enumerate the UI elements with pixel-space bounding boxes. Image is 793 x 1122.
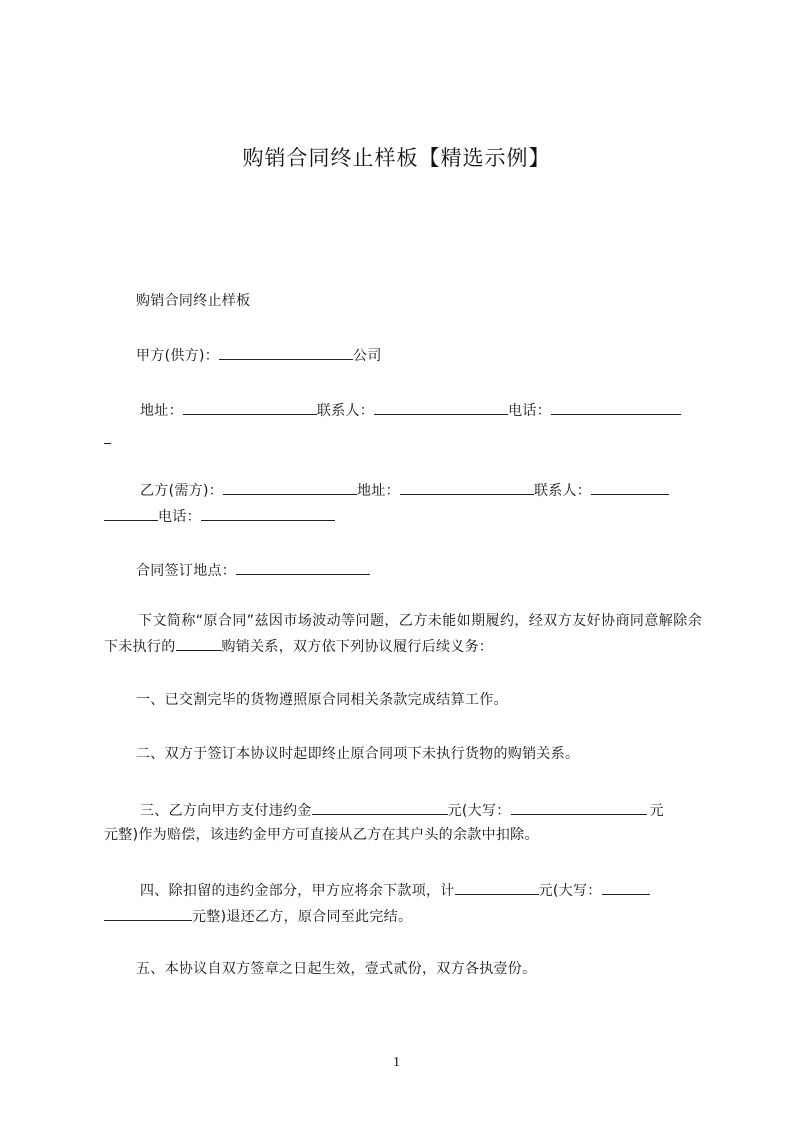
party-b-name-blank[interactable] xyxy=(223,479,357,495)
signing-place-blank[interactable] xyxy=(236,559,370,575)
party-a-contact-blank[interactable] xyxy=(374,399,508,415)
party-b-phone-blank[interactable] xyxy=(201,505,335,521)
clause-4-text-2: 元(大写： xyxy=(538,883,602,899)
party-b-address-blank[interactable] xyxy=(400,479,534,495)
intro-blank[interactable] xyxy=(176,635,222,651)
party-b-phone-label: 电话： xyxy=(158,509,201,525)
refund-uppercase-blank[interactable] xyxy=(602,879,650,895)
party-b-address-label: 地址： xyxy=(357,483,400,499)
clause-4-text-1: 四、除扣留的违约金部分，甲方应将余下款项，计 xyxy=(140,883,455,899)
clause-3-line-2: 元整)作为赔偿，该违约金甲方可直接从乙方在其户头的余款中扣除。 xyxy=(104,827,539,843)
clause-4-text-3: 元整)退还乙方，原合同至此完结。 xyxy=(192,909,413,925)
party-b-line xyxy=(140,479,669,501)
intro-paragraph xyxy=(104,608,702,660)
refund-amount-blank[interactable] xyxy=(455,879,539,895)
document-subtitle: 购销合同终止样板 xyxy=(136,293,251,309)
penalty-amount-blank[interactable] xyxy=(312,799,448,815)
party-b-contact-label: 联系人： xyxy=(533,483,592,499)
party-a-phone-blank-tail[interactable] xyxy=(104,428,111,444)
clause-3-text-1: 三、乙方向甲方支付违约金 xyxy=(140,803,312,819)
party-b-line-cont xyxy=(104,505,335,527)
party-b-contact-blank-tail[interactable] xyxy=(104,505,158,521)
signing-place-label: 合同签订地点： xyxy=(136,563,237,579)
signing-place-line xyxy=(136,559,370,581)
clause-3-yuan: 元 xyxy=(649,803,664,819)
party-a-suffix: 公司 xyxy=(353,348,382,364)
clause-5: 五、本协议自双方签章之日起生效，壹式贰份，双方各执壹份。 xyxy=(136,961,537,977)
page-number: 1 xyxy=(393,1055,400,1070)
party-a-contact-label: 联系人： xyxy=(316,403,375,419)
page-title: 购销合同终止样板【精选示例】 xyxy=(242,146,551,170)
party-a-phone-blank[interactable] xyxy=(551,399,681,415)
intro-text-2: 购销关系，双方依下列协议履行后续义务： xyxy=(221,639,494,655)
party-b-label: 乙方(需方)： xyxy=(140,483,224,499)
party-b-contact-blank[interactable] xyxy=(591,479,669,495)
party-a-line xyxy=(136,344,382,366)
party-a-address-blank[interactable] xyxy=(183,399,317,415)
clause-1: 一、已交割完毕的货物遵照原合同相关条款完成结算工作。 xyxy=(136,692,508,708)
clause-4-line-2 xyxy=(104,905,412,927)
clause-3-text-2: 元(大写： xyxy=(447,803,511,819)
clause-4-line-1 xyxy=(140,879,650,901)
clause-2: 二、双方于签订本协议时起即终止原合同项下未执行货物的购销关系。 xyxy=(136,746,580,762)
penalty-uppercase-blank[interactable] xyxy=(511,799,647,815)
refund-uppercase-blank-tail[interactable] xyxy=(104,905,192,921)
party-a-name-blank[interactable] xyxy=(219,344,353,360)
party-a-label: 甲方(供方)： xyxy=(136,348,220,364)
party-a-address-label: 地址： xyxy=(140,403,183,419)
party-a-details-line xyxy=(140,399,681,421)
clause-3-line-1 xyxy=(140,799,664,821)
intro-text-1: 下文简称“原合同”兹因市场波动等问题，乙方未能如期履约，经双方友好协商同意解除余下未执行的 xyxy=(104,613,702,655)
party-a-phone-blank-cont xyxy=(104,428,111,450)
party-a-phone-label: 电话： xyxy=(508,403,552,419)
